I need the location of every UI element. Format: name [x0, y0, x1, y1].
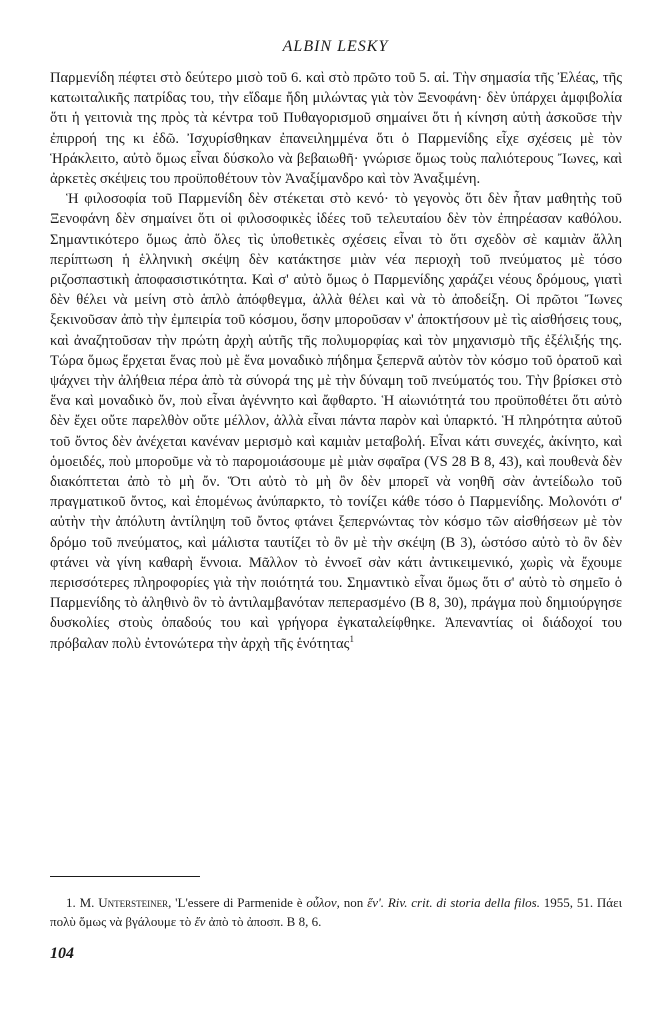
footnote-rule [50, 876, 200, 877]
paragraph-2 [50, 189, 622, 654]
footnote-marker: 1 [349, 633, 354, 644]
page-number: 104 [50, 945, 74, 962]
body-text [50, 68, 622, 654]
running-head: ALBIN LESKY [282, 38, 389, 55]
footnote-greek-3: ἕν [194, 914, 206, 929]
paragraph-2-text: Ἡ φιλοσοφία τοῦ Παρμενίδη δὲν στέκεται στὸ κενό· τὸ γεγονὸς ὅτι δὲν ἦταν μαθητὴς τοῦ Ξενοφάνη δὲν σημαίνει ὅτι οἱ φιλοσοφικὲς ἰδέες τοῦ τελευταίου δὲν τὸν ἐπηρέασαν καθόλου. Σημαντικότερο ὅμως ἀπὸ ὅλες τὶς ὑποθετικὲς σχέσεις εἶναι τὸ ὅτι σχεδὸν σὲ καμιὰν ἄλλη περίπτωση ἡ ἑλληνικὴ σκέψη δὲν κατάκτησε μιὰν νέα περιοχὴ τοῦ πνεύματος μὲ τόσο ριζοσπαστικὴ ἀποφασιστικότητα. Καὶ σ' αὐτὸ ὅμως ὁ Παρμενίδης χαράζει νέους δρόμους, γιατὶ δὲν θέλει νὰ μείνη στὸ ἁπλὸ ἀπόφθεγμα, ἀλλὰ θέλει καὶ νὰ τὸ ἀποδείξη. Οἱ πρῶτοι Ἴωνες ξεκινοῦσαν ἀπὸ τὴν ἐμπειρία τοῦ κόσμου, ὅσην μποροῦσαν ν' ἀποκτήσουν μὲ τὶς αἰσθήσεις τους, καὶ ἀναζητοῦσαν τὴν πρώτη ἀρχὴ αὐτῆς τῆς πολυμορφίας καὶ τὸν μηχανισμὸ τῆς ἐξέλιξής της. Τώρα ὅμως ἔρχεται ἕνας ποὺ μὲ ἕνα μοναδικὸ πήδημα ξεπερνᾶ αὐτὸν τὸν κόσμο τοῦ ὁρατοῦ καὶ ψάχνει τὴν ἀλήθεια πέρα ἀπὸ τὰ σύνορά της μὲ τὴν δύναμη τοῦ πνεύματός του. Τὴν βρίσκει στὸ ἕνα καὶ μοναδικὸ ὄν, ποὺ εἶναι ἀγέννητο καὶ ἄφθαρτο. Ἡ αἰωνιότητά του προϋποθέτει ὅτι αὐτὸ δὲν ἔχει οὔτε παρελθὸν οὔτε μέλλον, ἀλλὰ εἶναι πάντα παρὸν καὶ ὑπαρκτό. Ἡ πληρότητα αὐτοῦ τοῦ ὄντος δὲν ἀνέχεται κανέναν μερισμὸ καὶ καμιὰν μεταβολή. Εἶναι κάτι συνεχές, ἀκίνητο, καὶ ὁμοειδές, ποὺ μποροῦμε νὰ τὸ παρομοιάσουμε μὲ μιὰν σφαῖρα (VS 28 B 8, 43), καὶ πουθενὰ δὲν διακόπτεται ἀπὸ τὸ μὴ ὄν. Ὅτι αὐτὸ τὸ μὴ ὂν δὲν μπορεῖ νὰ νοηθῆ σὰν ἀντείδωλο τοῦ πραγματικοῦ ὄντος, καὶ ἑπομένως ἀνύπαρκτο, τὸ τονίζει κάθε τόσο ὁ Παρμενίδης. Μολονότι σ' αὐτὴν τὴν ἀπόλυτη ἀντίληψη τοῦ ὄντος φτάνει ξεπερνώντας τὸν κόσμο τῶν αἰσθήσεων μὲ τὸν δρόμο τοῦ πνεύματος, καὶ μάλιστα ταυτίζει τὸ ὂν μὲ τὴν σκέψη (B 3), ὡστόσο αὐτὸ τὸ ὂν δὲν φτάνει νὰ γίνη καθαρὴ ἔννοια. Μᾶλλον τὸ ἐννοεῖ σὰν κάτι ἀντικειμενικό, χωρὶς νὰ ἔχουμε περισσότερες πληροφορίες γιὰ τὴν ποιότητά του. Σημαντικὸ εἶναι ὅμως ὅτι σ' αὐτὸ τὸ σημεῖο ὁ Παρμενίδης τὸ ἀληθινὸ ὂν τὸ ἀντιλαμβανόταν πεπερασμένο (B 8, 30), πράγμα ποὺ δημιούργησε δυσκολίες στοὺς ὀπαδούς του καὶ γρήγορα ἐγκαταλείφθηκε. Ἀπεναντίας οἱ διάδοχοί του πρόβαλαν πολὺ ἐντονώτερα τὴν ἀρχὴ τῆς ἑνότητας [50, 191, 622, 652]
footnote-greek-2: ἕν'. [367, 895, 385, 910]
footnote-non: non [343, 895, 364, 910]
footnote-author: M. Untersteiner, [79, 895, 172, 910]
footnote-title: 'L'essere di Parmenide è [175, 895, 303, 910]
footnote-end: ἀπὸ τὸ ἀποσπ. B 8, 6. [208, 914, 322, 929]
footnote-greek-1: οὖλον, [306, 895, 340, 910]
footnote-number: 1. [66, 895, 76, 910]
footnote-rest: 1955, 51. Πάει πολὺ ὅμως νὰ βγάλουμε τὸ [50, 895, 623, 929]
footnote-journal: Riv. crit. di storia della filos. [387, 895, 540, 910]
footnote [50, 893, 622, 931]
paragraph-1: Παρμενίδη πέφτει στὸ δεύτερο μισὸ τοῦ 6. καὶ στὸ πρῶτο τοῦ 5. αἰ. Τὴν σημασία τῆς Ἐλέας, τῆς κατωιταλικῆς πατρίδας του, τὴν εἴδαμε ἤδη μιλώντας γιὰ τὸν Ξενοφάνη· δὲν ὑπάρχει ἀμφιβολία ὅτι ἡ γειτονιὰ της πρὸς τὰ κέντρα τοῦ Πυθαγορισμοῦ σημαίνει ὅτι ἡ κίνηση αὐτὴ ἀσκοῦσε τὴν ἐπιρροή της κι ἐδῶ. Ἰσχυρίσθηκαν ἐπανειλημμένα ὅτι ὁ Παρμενίδης εἶχε σχέσεις μὲ τὸν Ἡράκλειτο, αὐτὸ ὅμως εἶναι δύσκολο νὰ βεβαιωθῆ· γνώρισε ὅμως τοὺς παλιότερους Ἴωνες, καὶ ἀρκετὲς σκέψεις του προϋποθέτουν τὸν Ἀναξίμανδρο καὶ τὸν Ἀναξιμένη. [50, 70, 622, 188]
